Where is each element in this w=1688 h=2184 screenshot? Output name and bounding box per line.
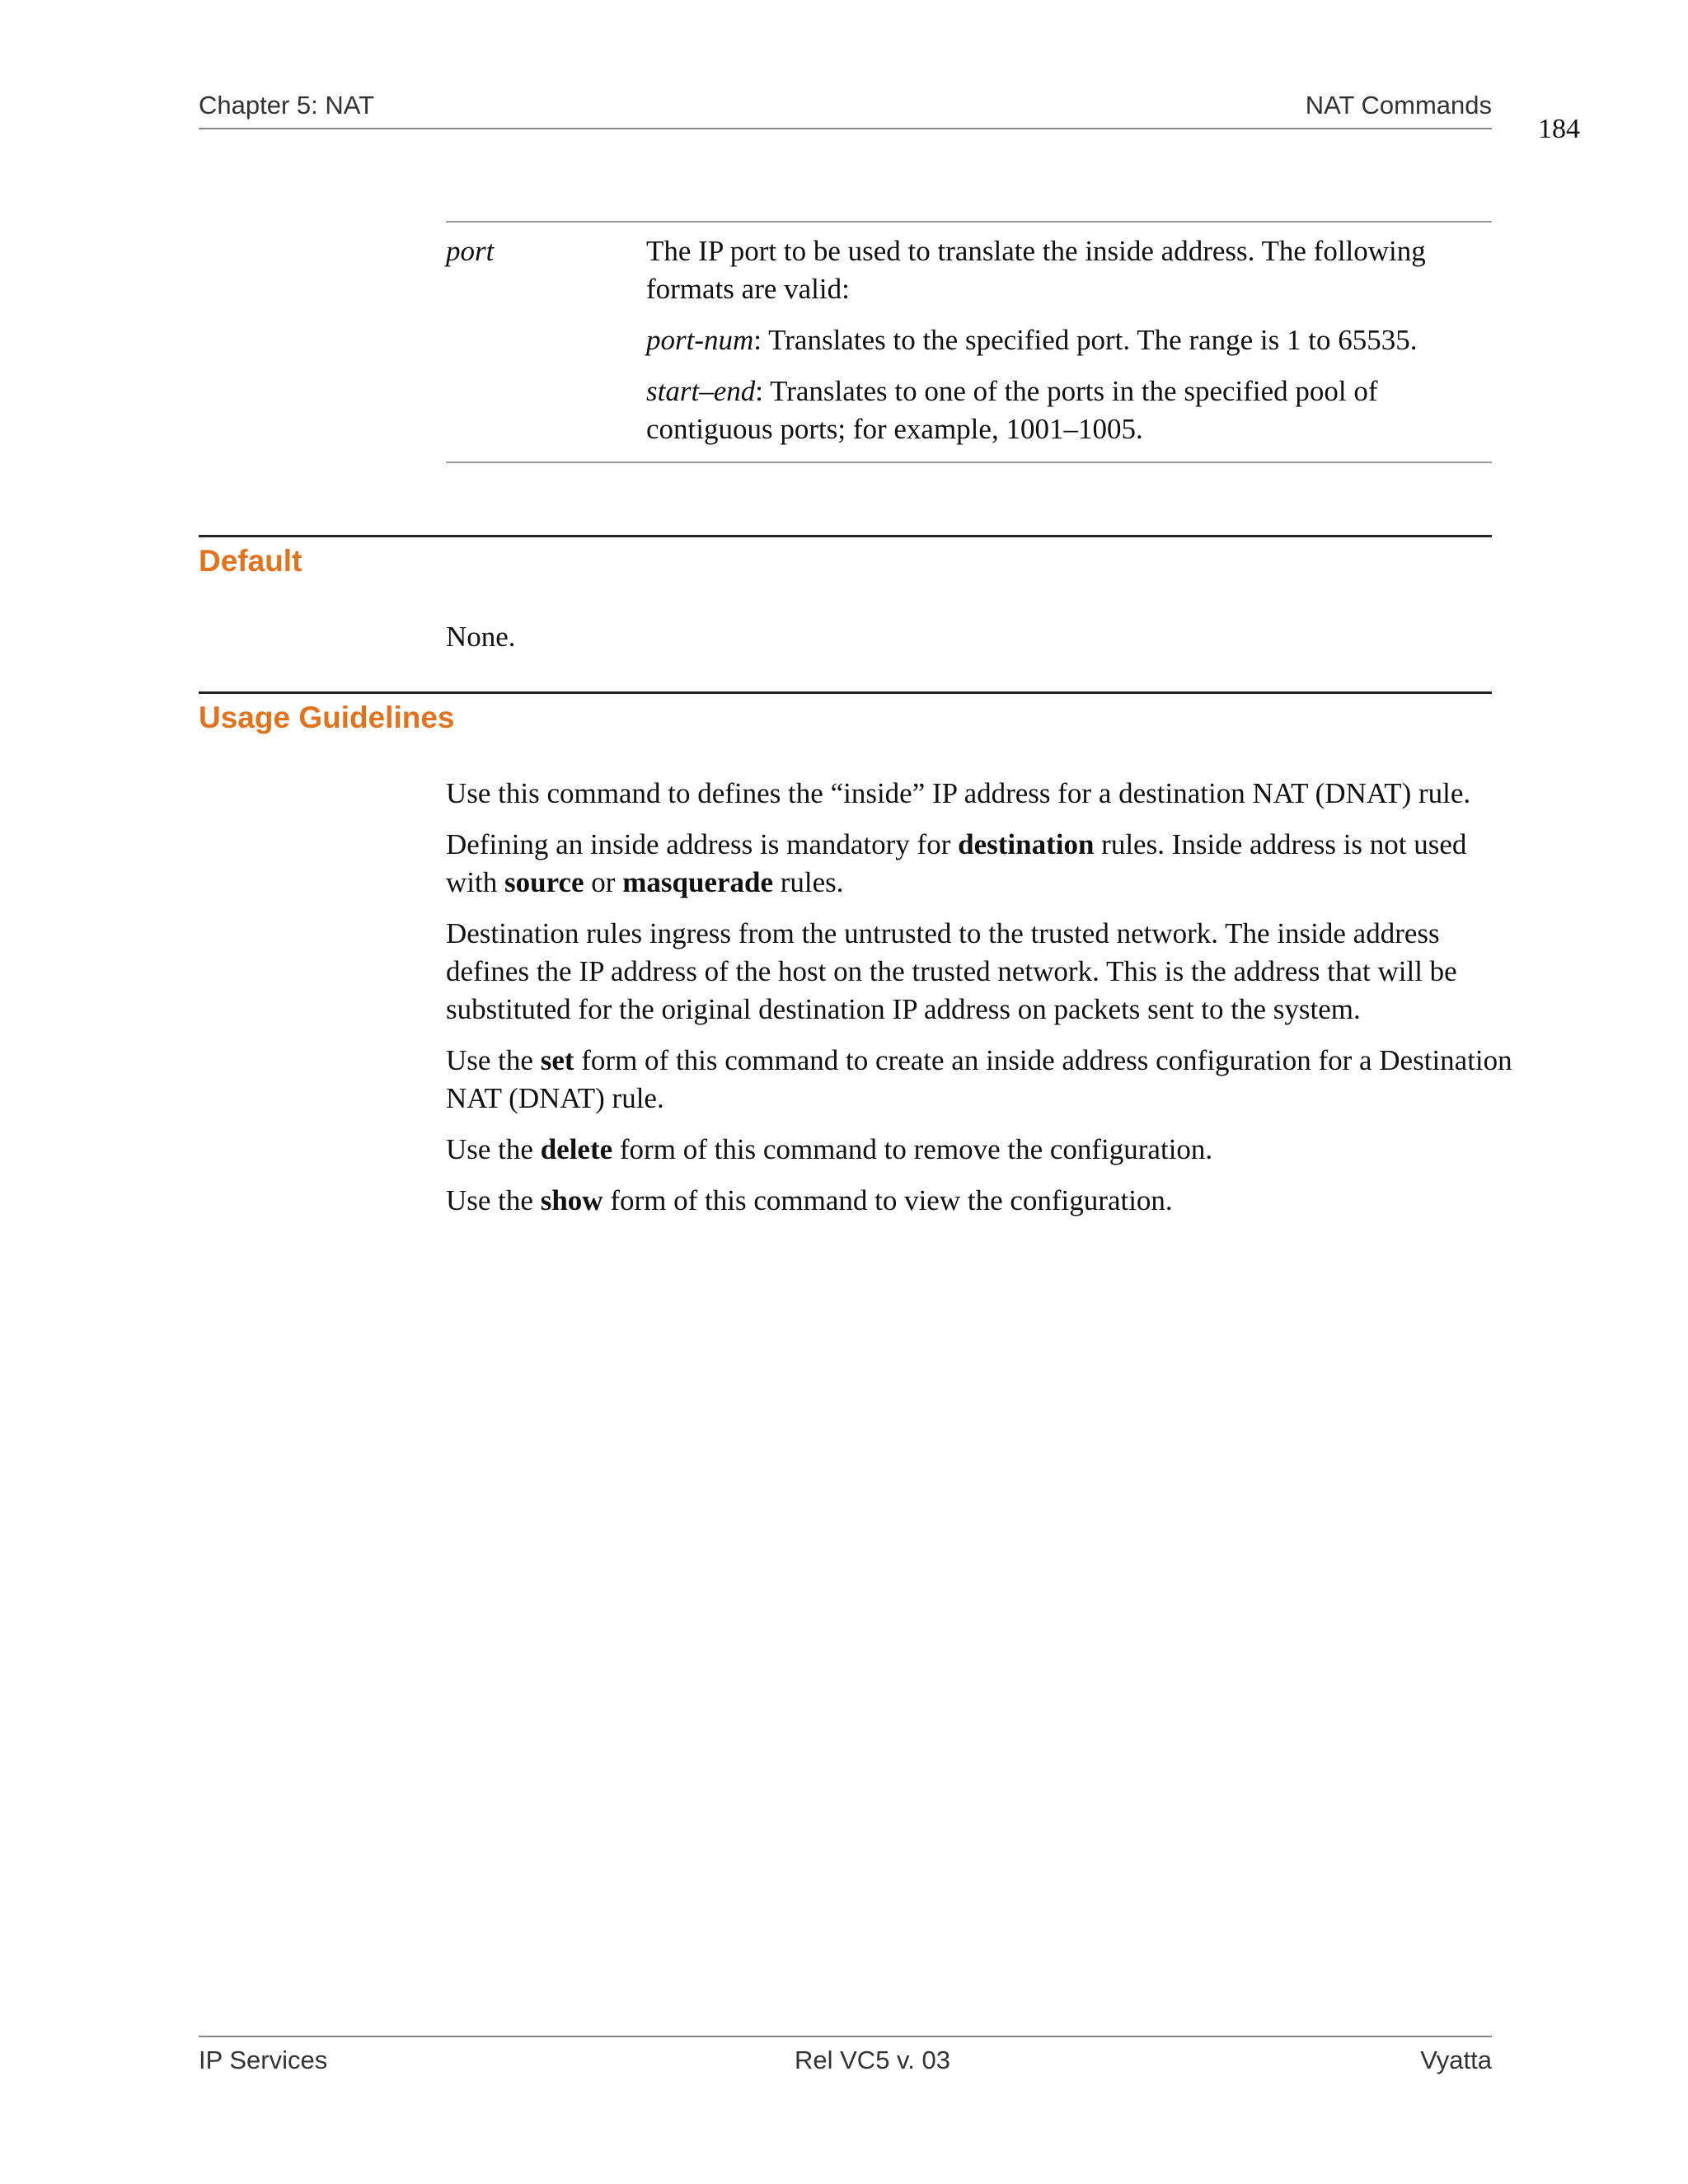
table-row	[446, 223, 1492, 462]
footer-right: Vyatta	[1420, 2046, 1492, 2074]
usage-divider	[199, 691, 1492, 694]
usage-paragraph-2: Defining an inside address is mandatory for destination rules. Inside address is not used with source or masquerade rules.	[446, 828, 1467, 898]
header-divider	[199, 128, 1492, 129]
parameter-table	[446, 221, 1492, 463]
usage-paragraph-4: Use the set form of this command to create an inside address configuration for a Destination NAT (DNAT) rule.	[446, 1044, 1512, 1114]
default-heading: Default	[199, 544, 302, 578]
option-term: port-num	[646, 324, 754, 356]
default-body	[446, 618, 1517, 669]
usage-paragraph-5: Use the delete form of this command to remove the configuration.	[446, 1133, 1213, 1165]
usage-paragraph-3: Destination rules ingress from the untrusted to the trusted network. The inside address defines the IP address of the host on the trusted network. This is the address that will be substituted for the original destination IP address on packets sent to the system.	[446, 917, 1457, 1025]
footer-divider	[199, 2036, 1492, 2037]
header-chapter: Chapter 5: NAT	[199, 91, 375, 120]
header-section: NAT Commands	[1305, 91, 1492, 120]
parameter-option	[646, 321, 1492, 359]
option-text: : Translates to the specified port. The range is 1 to 65535.	[753, 324, 1418, 356]
usage-paragraph-6: Use the show form of this command to view the configuration.	[446, 1184, 1173, 1216]
page-number: 184	[1538, 114, 1580, 144]
default-text: None.	[446, 621, 516, 653]
footer-left: IP Services	[199, 2046, 328, 2074]
footer-center: Rel VC5 v. 03	[795, 2046, 950, 2074]
default-divider	[199, 535, 1492, 537]
parameter-description-text: The IP port to be used to translate the inside address. The following formats are valid:	[646, 235, 1426, 305]
usage-heading: Usage Guidelines	[199, 701, 455, 734]
usage-body	[446, 775, 1517, 1233]
parameter-description	[646, 232, 1492, 448]
option-term: start–end	[646, 375, 756, 407]
usage-paragraph-1: Use this command to defines the “inside” IP address for a destination NAT (DNAT) rule.	[446, 777, 1471, 809]
parameter-option	[646, 373, 1492, 448]
option-text: : Translates to one of the ports in the specified pool of contiguous ports; for example, 1001–1005.	[646, 375, 1378, 445]
parameter-name: port	[446, 235, 495, 267]
